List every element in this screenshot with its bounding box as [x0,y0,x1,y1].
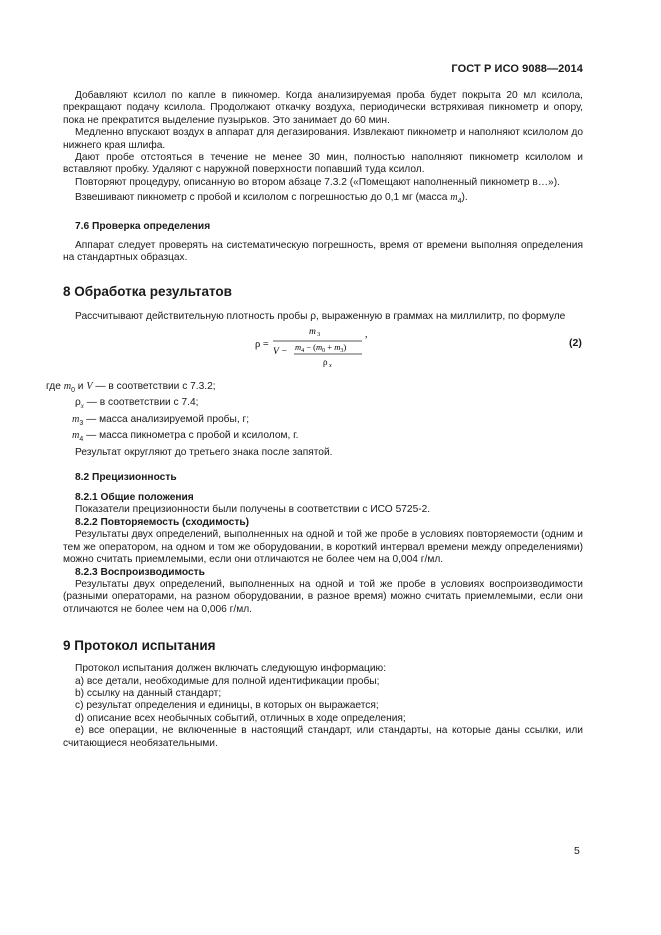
where-row [46,397,583,413]
formula-lhs: ρ = [255,338,269,350]
paragraph: Результаты двух определений, выполненных на одной и той же пробе в условиях повторяемости (одним и тем же оператором, на одном и том же оборудовании, в короткий интервал времени между определениями) можно считать приемлемыми, если они отличаются не более чем на 0,004 г/мл. [63,529,583,566]
formula-block [63,325,583,381]
where-prefix: где [46,380,64,392]
where-row [46,414,583,430]
page-number: 5 [574,845,580,857]
formula-v: V − [273,346,288,357]
inner-m3-sub: 3 [340,347,344,354]
where-row [46,430,583,446]
heading-8-2: 8.2 Прецизионность [75,472,177,484]
formula-numerator: m [309,326,316,337]
inner-m3: m [334,341,341,352]
list-item: a) все детали, необходимые для полной идентификации пробы; [75,675,380,687]
density-formula [255,325,445,382]
inner-den-sub: x [329,362,332,369]
weigh-text: Взвешивают пикнометр с пробой и ксилолом с погрешностью до 0,1 мг (масса [75,192,451,204]
m4-sub: 4 [79,436,84,444]
paragraph: Дают пробе отстояться в течение не менее 30 мин, полностью наполняют пикнометр ксилолом и вставляют пробку. Удаляют с наружной поверхности попавший туда ксилол. [63,152,583,176]
heading-8-2-1: 8.2.1 Общие положения [75,492,194,504]
inner-plus: + [325,341,335,352]
inner-close: ) [343,341,347,352]
weigh-paragraph [63,192,583,208]
where-text: — в соответствии с 7.3.2; [92,380,216,392]
inner-m4-sub: 4 [301,347,305,354]
formula-number: (2) [569,336,582,349]
where-text: — масса пикнометра с пробой и ксилолом, г. [83,430,299,442]
rounding-paragraph: Результат округляют до третьего знака после запятой. [75,446,333,458]
m0-symbol: m [63,380,72,392]
paragraph: Результаты двух определений, выполненных на одной и той же пробе в условиях воспроизводимости (разными операторами, на разном оборудовании, в разное время) можно считать приемлемыми, если они отличаются не более чем на 0,006 г/мл. [63,578,583,615]
heading-7-6: 7.6 Проверка определения [75,220,211,232]
rho-symbol: ρ [75,397,81,409]
formula-svg [255,325,445,379]
heading-section-8: 8 Обработка результатов [63,283,232,299]
inner-m0: m [316,341,323,352]
inner-m4: m [295,341,302,352]
where-block [46,381,583,447]
formula-trail: , [365,328,368,340]
list-item: e) все операции, не включенные в настоящий стандарт, или стандарты, на которые даны ссылки, или считающиеся необязательными. [63,725,583,749]
formula-numerator-sub: 3 [317,330,321,338]
list-item: d) описание всех необычных событий, отличных в ходе определения; [75,712,406,724]
m3-sub: 3 [79,419,84,427]
rho-sub: x [80,402,84,411]
inner-numerator [295,342,346,354]
where-and: и [74,380,87,392]
paragraph: Медленно впускают воздух в аппарат для дегазирования. Извлекают пикнометр и наполняют ксилолом до нижнего края шлифа. [63,127,583,151]
inner-mid: − ( [304,341,317,352]
inner-den: ρ [323,356,328,367]
heading-section-9: 9 Протокол испытания [63,638,216,654]
paragraph: Рассчитывают действительную плотность пробы ρ, выраженную в граммах на миллилитр, по формуле [75,310,566,322]
heading-8-2-3: 8.2.3 Воспроизводимость [75,566,205,578]
where-row [46,381,583,397]
where-text: — масса анализируемой пробы, г; [83,413,250,425]
mass-symbol: m [450,192,458,204]
standard-header: ГОСТ Р ИСО 9088—2014 [451,63,583,75]
m0-sub: 0 [71,386,75,394]
m3-symbol: m [72,413,80,425]
page-content [46,90,583,750]
paragraph: Повторяют процедуру, описанную во втором абзаце 7.3.2 («Помещают наполненный пикнометр в…»). [75,176,560,188]
paragraph: Добавляют ксилол по капле в пикномер. Когда анализируемая проба будет покрыта 20 мл ксилола, прекращают подачу ксилола. Продолжают откачку воздуха, периодически встряхивая пикнометр и опору, пока не прекратится выделение пузырьков. Это занимает до 60 мин. [63,90,583,126]
list-item: b) ссылку на данный стандарт; [75,687,222,699]
inner-m0-sub: 0 [322,347,326,354]
paragraph: Аппарат следует проверять на систематическую погрешность, время от времени выполняя определения на стандартных образцах. [63,239,583,264]
paragraph: Протокол испытания должен включать следующую информацию: [75,663,387,675]
where-text: — в соответствии с 7.4; [83,397,199,409]
v-symbol: V [86,380,93,392]
heading-8-2-2: 8.2.2 Повторяемость (сходимость) [75,516,249,528]
m4-symbol: m [72,430,80,442]
paragraph: Показатели прецизионности были получены в соответствии с ИСО 5725-2. [75,504,431,516]
list-item: c) результат определения и единицы, в которых он выражается; [75,700,379,712]
weigh-end: ). [461,192,468,204]
mass-subscript: 4 [457,198,462,206]
